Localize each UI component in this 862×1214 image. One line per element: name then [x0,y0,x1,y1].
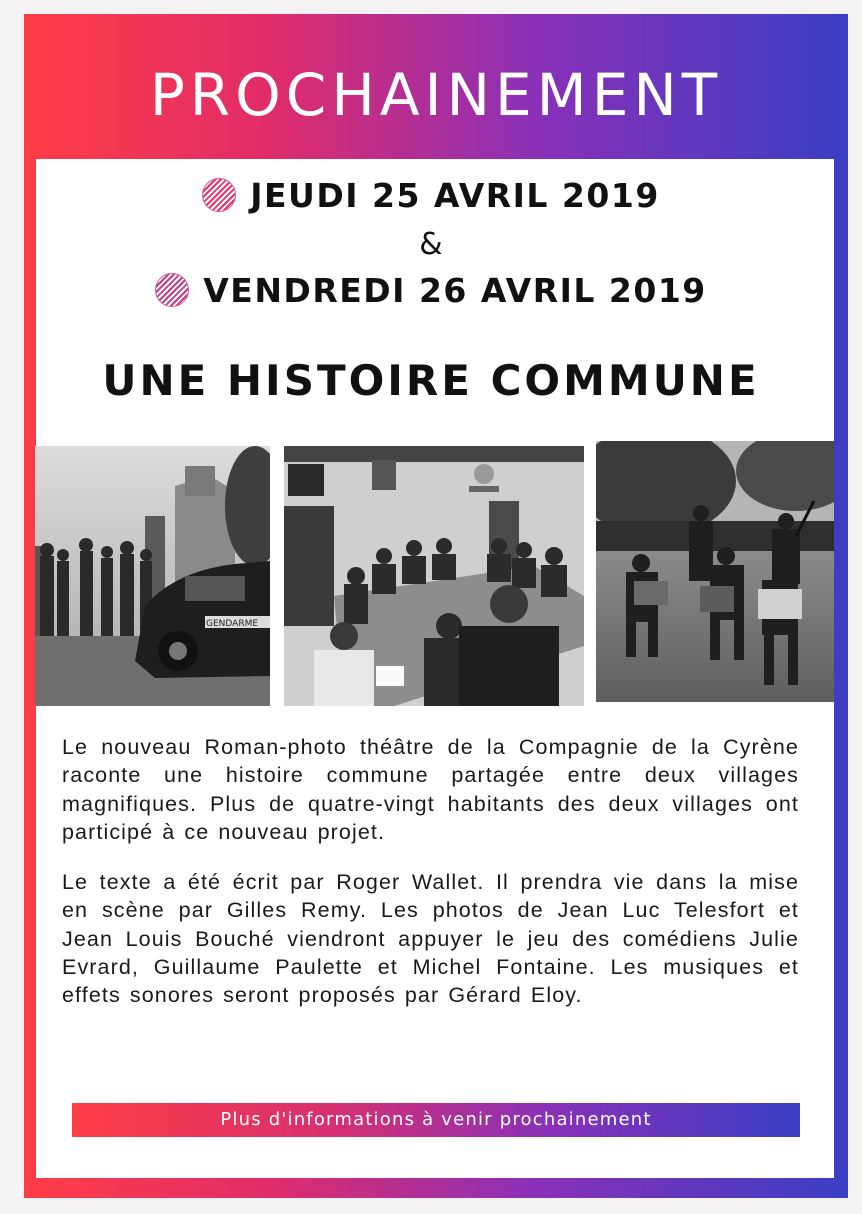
page-headline: PROCHAINEMENT [149,61,723,129]
show-title: UNE HISTOIRE COMMUNE [102,356,760,405]
body-paragraph-1: Le nouveau Roman-photo théâtre de la Compagnie de la Cyrène raconte une histoire commune partagée entre deux villages magnifiques. Plus de quatre-vingt habitants des deux villages ont participé à ce nouveau projet. [62,735,799,844]
body-paragraph-2: Le texte a été écrit par Roger Wallet. Il prendra vie dans la mise en scène par Gilles Remy. Les photos de Jean Luc Telesfort et Jean Louis Bouché viendront appuyer le jeu des comédiens Julie Evrard, Guillaume Paulette et Michel Fontaine. Les musiques et effets sonores seront proposés par Gérard Eloy. [62,870,799,1008]
photo-musicians [596,441,834,702]
photo-village-street [35,446,270,706]
date-connector: & [419,227,443,262]
info-banner: Plus d'informations à venir prochainement [72,1103,800,1137]
car-label: GENDARME [206,619,259,629]
date-first-label: JEUDI 25 AVRIL 2019 [250,176,660,215]
date-second-label: VENDREDI 26 AVRIL 2019 [203,271,707,310]
bullet-dot-icon [202,178,236,212]
date-first [0,176,862,215]
photo-table-reading [284,446,584,706]
bullet-dot-icon [155,273,189,307]
date-second [0,271,862,310]
